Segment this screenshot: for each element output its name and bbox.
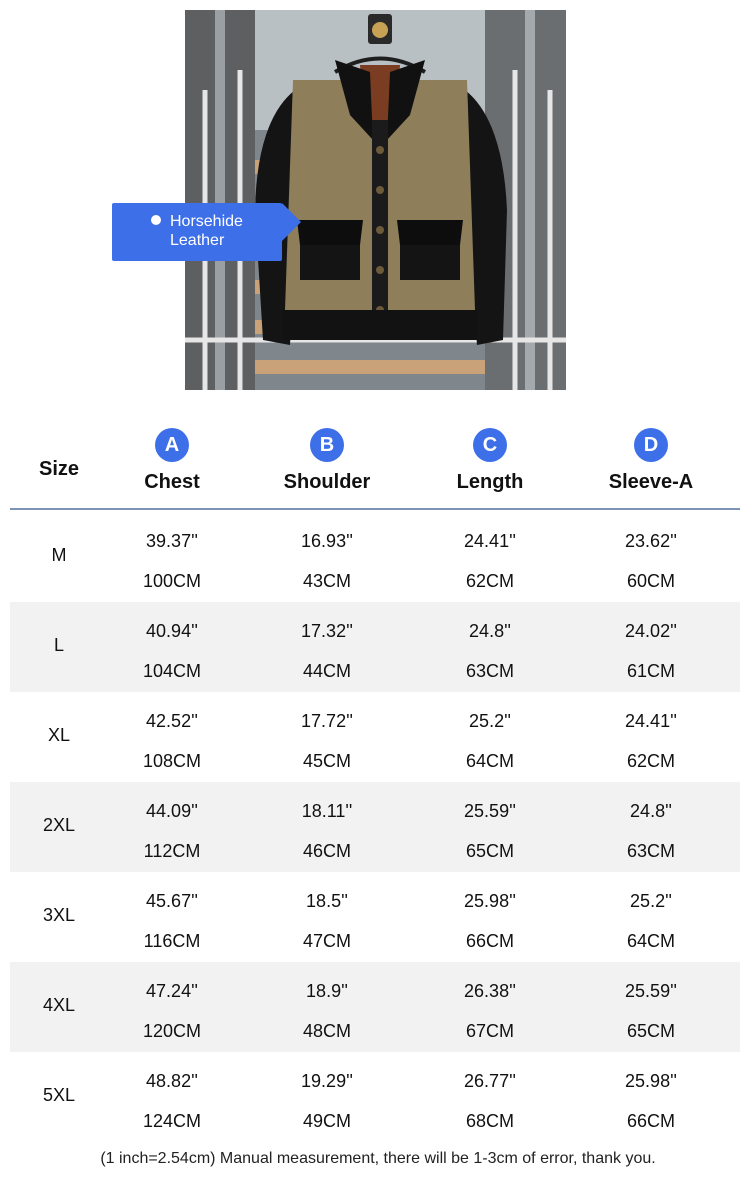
inch-value: 48.82'' [146, 1071, 198, 1091]
bullet-dot-icon [151, 215, 161, 225]
cm-value: 61CM [626, 661, 675, 681]
jacket-illustration [185, 10, 566, 390]
table-row [10, 782, 740, 872]
inch-value: 26.38'' [464, 981, 516, 1001]
size-table-body [10, 512, 740, 1142]
cm-value: 45CM [302, 751, 351, 771]
inch-value: 18.11'' [301, 801, 353, 821]
callout-line-2: Leather [170, 232, 225, 249]
badge-a: A [155, 428, 189, 462]
size-label: XL [47, 725, 71, 745]
inch-value: 44.09'' [146, 801, 198, 821]
table-row [10, 512, 740, 602]
table-row [10, 872, 740, 962]
inch-value: 17.72'' [301, 711, 353, 731]
sleeve-cell [576, 1052, 726, 1142]
inch-value: 40.94'' [146, 621, 198, 641]
inch-value: 25.59'' [625, 981, 677, 1001]
cm-value: 124CM [142, 1111, 202, 1131]
table-row [10, 692, 740, 782]
inch-value: 42.52'' [146, 711, 198, 731]
inch-value: 24.8'' [469, 621, 511, 641]
cm-value: 65CM [465, 841, 514, 861]
cm-value: 47CM [302, 931, 351, 951]
sleeve-column-header [576, 420, 726, 508]
inch-value: 24.02'' [625, 621, 677, 641]
size-cell [10, 692, 108, 782]
column-label: Chest [144, 471, 200, 493]
table-row [10, 602, 740, 692]
cm-value: 100CM [142, 571, 202, 591]
cm-value: 46CM [302, 841, 351, 861]
badge-c: C [473, 428, 507, 462]
size-cell [10, 1052, 108, 1142]
size-label: 2XL [42, 815, 76, 835]
cm-value: 63CM [465, 661, 514, 681]
sleeve-cell [576, 512, 726, 602]
inch-value: 16.93'' [301, 531, 353, 551]
inch-value: 25.2'' [469, 711, 511, 731]
inch-value: 25.98'' [464, 891, 516, 911]
shoulder-column-header [252, 420, 402, 508]
inch-value: 23.62'' [625, 531, 677, 551]
shoulder-cell [252, 512, 402, 602]
cm-value: 108CM [142, 751, 202, 771]
size-cell [10, 602, 108, 692]
inch-value: 39.37'' [146, 531, 198, 551]
badge-b: B [310, 428, 344, 462]
length-cell [415, 692, 565, 782]
table-row [10, 962, 740, 1052]
chest-column-header [98, 420, 246, 508]
size-table-header [10, 420, 740, 510]
cm-value: 66CM [465, 931, 514, 951]
size-column-header: Size [38, 458, 80, 480]
shoulder-cell [252, 1052, 402, 1142]
sleeve-cell [576, 602, 726, 692]
inch-value: 47.24'' [146, 981, 198, 1001]
table-row [10, 1052, 740, 1142]
material-callout [112, 203, 282, 261]
cm-value: 116CM [143, 931, 201, 951]
cm-value: 120CM [142, 1021, 202, 1041]
inch-value: 25.59'' [464, 801, 516, 821]
cm-value: 65CM [626, 1021, 675, 1041]
cm-value: 64CM [465, 751, 514, 771]
chest-cell [98, 782, 246, 872]
inch-value: 19.29'' [301, 1071, 353, 1091]
cm-value: 44CM [302, 661, 351, 681]
sleeve-cell [576, 872, 726, 962]
length-cell [415, 512, 565, 602]
size-label: 5XL [42, 1085, 76, 1105]
inch-value: 24.41'' [464, 531, 516, 551]
cm-value: 104CM [142, 661, 202, 681]
cm-value: 66CM [626, 1111, 675, 1131]
size-label: 4XL [42, 995, 76, 1015]
cm-value: 63CM [626, 841, 675, 861]
size-cell [10, 782, 108, 872]
cm-value: 48CM [302, 1021, 351, 1041]
sleeve-cell [576, 692, 726, 782]
sleeve-cell [576, 962, 726, 1052]
shoulder-cell [252, 872, 402, 962]
inch-value: 17.32'' [301, 621, 353, 641]
inch-value: 24.8'' [630, 801, 672, 821]
chest-cell [98, 602, 246, 692]
chest-cell [98, 872, 246, 962]
inch-value: 26.77'' [464, 1071, 516, 1091]
shoulder-cell [252, 692, 402, 782]
size-label: 3XL [42, 905, 76, 925]
size-label: M [51, 545, 67, 565]
callout-line-1: Horsehide [170, 213, 243, 230]
cm-value: 49CM [302, 1111, 351, 1131]
shoulder-cell [252, 602, 402, 692]
column-label: Length [456, 471, 524, 493]
length-cell [415, 782, 565, 872]
chest-cell [98, 692, 246, 782]
length-cell [415, 602, 565, 692]
shoulder-cell [252, 962, 402, 1052]
length-cell [415, 1052, 565, 1142]
cm-value: 67CM [465, 1021, 514, 1041]
inch-value: 45.67'' [146, 891, 198, 911]
size-cell [10, 512, 108, 602]
shoulder-cell [252, 782, 402, 872]
length-cell [415, 962, 565, 1052]
size-cell [10, 872, 108, 962]
cm-value: 43CM [302, 571, 351, 591]
chest-cell [98, 1052, 246, 1142]
cm-value: 62CM [465, 571, 514, 591]
inch-value: 18.5'' [306, 891, 348, 911]
size-label: L [53, 635, 64, 655]
cm-value: 64CM [626, 931, 675, 951]
column-label: Sleeve-A [608, 471, 694, 493]
sleeve-cell [576, 782, 726, 872]
length-column-header [415, 420, 565, 508]
length-cell [415, 872, 565, 962]
chest-cell [98, 512, 246, 602]
badge-d: D [634, 428, 668, 462]
inch-value: 25.2'' [630, 891, 672, 911]
cm-value: 62CM [626, 751, 675, 771]
measurement-note: (1 inch=2.54cm) Manual measurement, there will be 1-3cm of error, thank you. [100, 1150, 656, 1167]
product-photo [185, 10, 566, 390]
inch-value: 18.9'' [306, 981, 348, 1001]
column-label: Shoulder [283, 471, 371, 493]
chest-cell [98, 962, 246, 1052]
cm-value: 68CM [465, 1111, 514, 1131]
inch-value: 25.98'' [625, 1071, 677, 1091]
inch-value: 24.41'' [625, 711, 677, 731]
size-cell [10, 962, 108, 1052]
cm-value: 60CM [626, 571, 675, 591]
cm-value: 112CM [143, 841, 201, 861]
